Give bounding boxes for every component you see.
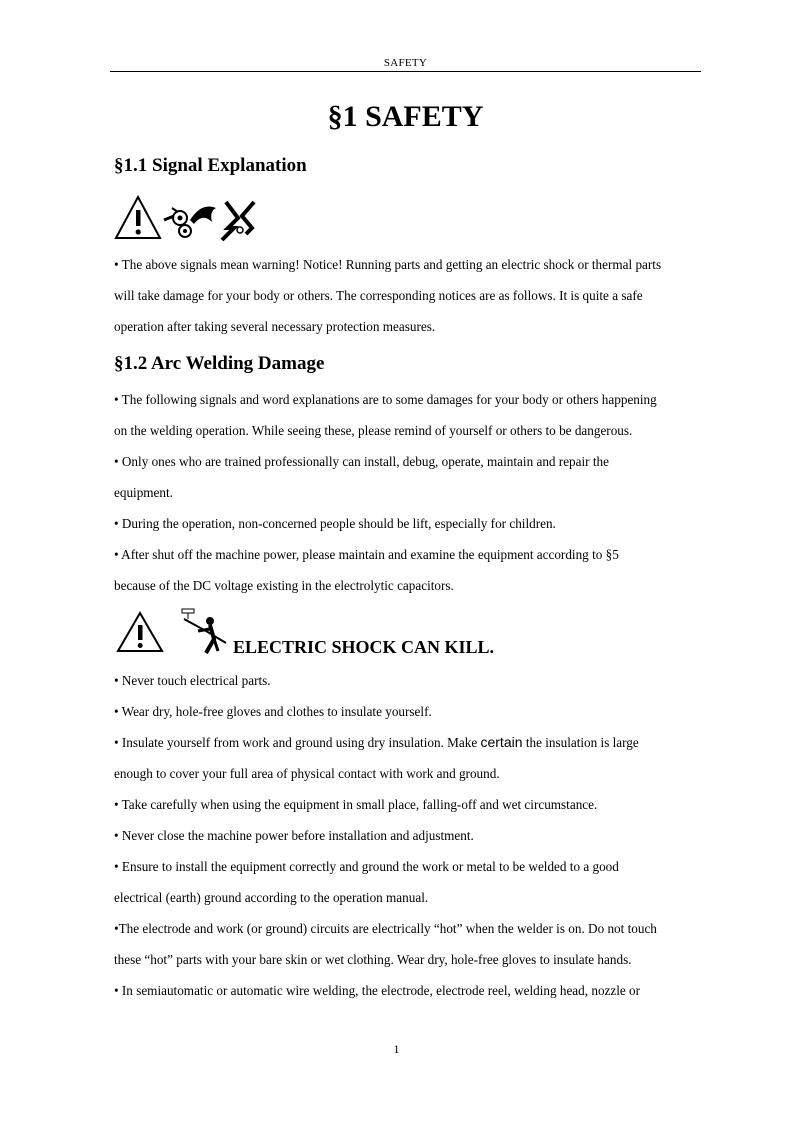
warning-triangle-icon <box>116 197 160 238</box>
text-line: • Wear dry, hole-free gloves and clothes to insulate yourself. <box>114 704 432 719</box>
text-fragment: certain <box>480 734 523 750</box>
text-line <box>114 727 699 758</box>
hand-crush-icon <box>190 207 216 225</box>
electric-shock-icons <box>114 607 234 662</box>
text-line: • The above signals mean warning! Notice! Running parts and getting an electric shock or thermal parts <box>114 257 662 272</box>
page-title: §1 SAFETY <box>327 100 484 133</box>
text-line: • The following signals and word explanations are to some damages for your body or others happening <box>114 392 657 407</box>
electric-shock-icon <box>182 609 226 653</box>
text-line: on the welding operation. While seeing these, please remind of yourself or others to be dangerous. <box>114 423 633 438</box>
header-rule <box>110 71 701 72</box>
electric-shock-bullets <box>114 665 699 1006</box>
text-line: • In semiautomatic or automatic wire welding, the electrode, electrode reel, welding head, nozzle or <box>114 983 641 998</box>
text-line: equipment. <box>114 485 173 500</box>
page-number: 1 <box>393 1042 400 1056</box>
text-line: • During the operation, non-concerned people should be lift, especially for children. <box>114 516 556 531</box>
text-line: • Ensure to install the equipment correctly and ground the work or metal to be welded to a good <box>114 859 619 874</box>
text-line: electrical (earth) ground according to the operation manual. <box>114 890 429 905</box>
text-line: operation after taking several necessary protection measures. <box>114 319 436 334</box>
text-line: • After shut off the machine power, please maintain and examine the equipment according to §5 <box>114 547 619 562</box>
warning-triangle-icon <box>118 613 162 651</box>
text-line: because of the DC voltage existing in the electrolytic capacitors. <box>114 578 454 593</box>
electric-shock-heading: ELECTRIC SHOCK CAN KILL. <box>233 637 495 657</box>
text-line: • Take carefully when using the equipment in small place, falling-off and wet circumstance. <box>114 797 598 812</box>
running-header: SAFETY <box>383 57 428 69</box>
signal-explanation-paragraph <box>114 249 699 342</box>
text-line: • Never close the machine power before installation and adjustment. <box>114 828 474 843</box>
arc-welding-damage-bullets <box>114 384 699 601</box>
text-line: will take damage for your body or others. The corresponding notices are as follows. It is quite a safe <box>114 288 643 303</box>
text-fragment: the insulation is large <box>522 735 639 750</box>
rotating-parts-icon <box>164 208 191 237</box>
text-fragment: • Insulate yourself from work and ground using dry insulation. Make <box>114 735 481 750</box>
section-heading-arc-welding-damage: §1.2 Arc Welding Damage <box>114 353 325 374</box>
section-heading-signal-explanation: §1.1 Signal Explanation <box>114 155 307 176</box>
text-line: these “hot” parts with your bare skin or wet clothing. Wear dry, hole-free gloves to insulate hands. <box>114 952 632 967</box>
text-line: •The electrode and work (or ground) circuits are electrically “hot” when the welder is on. Do not touch <box>114 921 657 936</box>
text-line: enough to cover your full area of physical contact with work and ground. <box>114 766 500 781</box>
electric-shock-icon <box>222 202 254 240</box>
text-line: • Never touch electrical parts. <box>114 673 271 688</box>
text-line: • Only ones who are trained professionally can install, debug, operate, maintain and repair the <box>114 454 609 469</box>
warning-icons-row <box>114 194 264 247</box>
